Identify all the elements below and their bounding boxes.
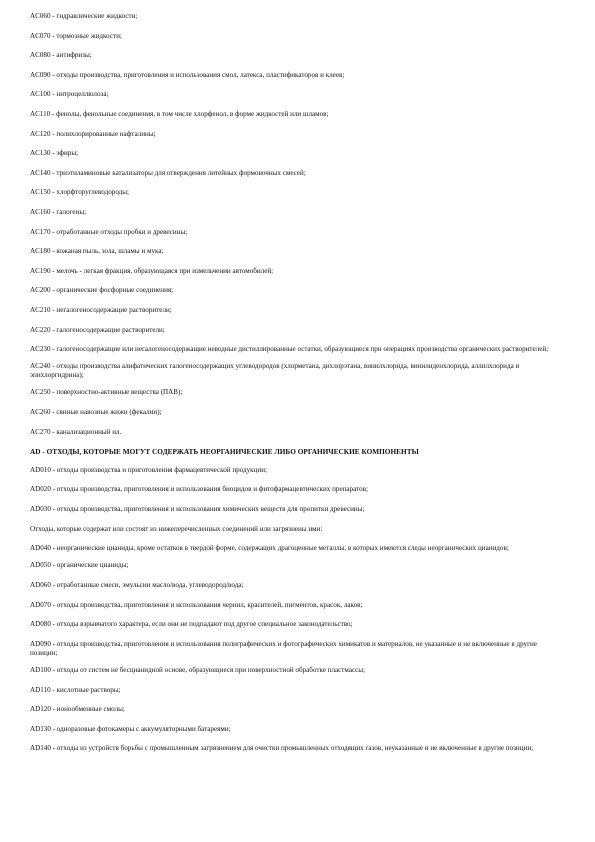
- list-item: AD090 - отходы производства, приготовления и использования полиграфических и фотографических химикатов и материалов, не указанные и не включенные в другие позиции;: [30, 639, 537, 657]
- list-item: AC160 - галогены;: [30, 207, 87, 216]
- list-item: AD050 - органические цианиды;: [30, 561, 129, 570]
- list-item: AD060 - отработанные смеси, эмульсии масло/вода, углеводород/вода;: [30, 581, 244, 589]
- list-item: AC170 - отработанные отходы пробки и древесины;: [30, 227, 188, 236]
- list-item: AC230 - галогеносодержащие или негалогеносодержащие неводные дистиллированные остатки, образующиеся при операциях производства органических растворителей;: [30, 345, 549, 354]
- list-item: AC090 - отходы производства, приготовления и использования смол, латекса, пластификаторов и клеев;: [30, 70, 345, 79]
- list-item: AD120 - ионообменные смолы;: [30, 705, 125, 714]
- list-item: AC130 - эфиры;: [30, 149, 79, 158]
- list-item: AC180 - кожаная пыль, зола, шламы и мука;: [30, 247, 164, 256]
- list-item: AC260 - свиные навозные жижи (фекалии);: [30, 408, 162, 417]
- list-item: AC080 - антифризы;: [30, 51, 92, 60]
- list-item: AC140 - триэтиламиновые катализаторы для отверждения литейных формовочных смесей;: [30, 168, 306, 177]
- list-item: AD040 - неорганические цианиды, кроме остатков в твердой форме, содержащих драгоценные металлы, в которых имеются следы неорганических цианидов;: [30, 544, 509, 553]
- list-item: AC100 - нитроцеллюлоза;: [30, 90, 109, 99]
- list-item: AD110 - кислотные растворы;: [30, 685, 121, 694]
- list-item: AD070 - отходы производства, приготовления и использования чернил, красителей, пигментов, красок, лаков;: [30, 600, 363, 609]
- list-item: AD020 - отходы производства, приготовления и использования биоцидов и фитофармацевтических препаратов;: [30, 485, 368, 494]
- list-item: AC210 - негалогеносодержащие растворители;: [30, 305, 172, 314]
- list-item: AC240 - отходы производства алифатических галогеносодержащих углеводородов (хлорметана, дихлорэтана, винилхлорида, винилиденхлорида, аллилхлорида и эпихлоргидрина);: [30, 362, 520, 380]
- document-body: [30, 12, 552, 762]
- list-item: AD100 - отходы от систем не бесцианидной основе, образующиеся при поверхностной обработке пластмассы;: [30, 665, 365, 674]
- list-item: AD130 - одноразовые фотокамеры с аккумуляторными батареями;: [30, 724, 231, 733]
- list-item: Отходы, которые содержат или состоят из нижеперечисленных соединений или загрязнены ими:: [30, 524, 323, 533]
- list-item: AC060 - гидравлические жидкости;: [30, 12, 138, 20]
- list-item: AD010 - отходы производства и приготовления фармацевтической продукции;: [30, 465, 267, 474]
- list-item: AC220 - галогеносодержащие растворители;: [30, 325, 165, 334]
- section-heading: AD - ОТХОДЫ, КОТОРЫЕ МОГУТ СОДЕРЖАТЬ НЕОРГАНИЧЕСКИЕ ЛИБО ОРГАНИЧЕСКИЕ КОМПОНЕНТЫ: [30, 447, 419, 457]
- list-item: AC250 - поверхностно-активные вещества (ПАВ);: [30, 388, 183, 397]
- list-item: AC200 - органические фосфорные соединения;: [30, 286, 174, 295]
- list-item: AC190 - мелочь - легкая фракция, образующаяся при измельчении автомобилей;: [30, 266, 274, 275]
- list-item: AD030 - отходы производства, приготовления и использования химических веществ для пропитки древесины;: [30, 505, 365, 514]
- list-item: AC150 - хлорфторуглеводороды;: [30, 188, 130, 197]
- list-item: AC070 - тормозные жидкости;: [30, 31, 122, 40]
- list-item: AD140 - отходы из устройств борьбы с промышленным загрязнением для очистки промышленных отходящих газов, неуказанные и не включенные в другие позиции;: [30, 744, 534, 753]
- list-item: AC270 - канализационный ил.: [30, 427, 122, 436]
- list-item: AC110 - фенолы, фенольные соединения, в том числе хлорфенол, в форме жидкостей или шламов;: [30, 109, 329, 118]
- list-item: AC120 - полихлорированные нафталины;: [30, 129, 156, 138]
- list-item: AD080 - отходы взрывчатого характера, если они не подпадают под другое специальное законодательство;: [30, 620, 353, 629]
